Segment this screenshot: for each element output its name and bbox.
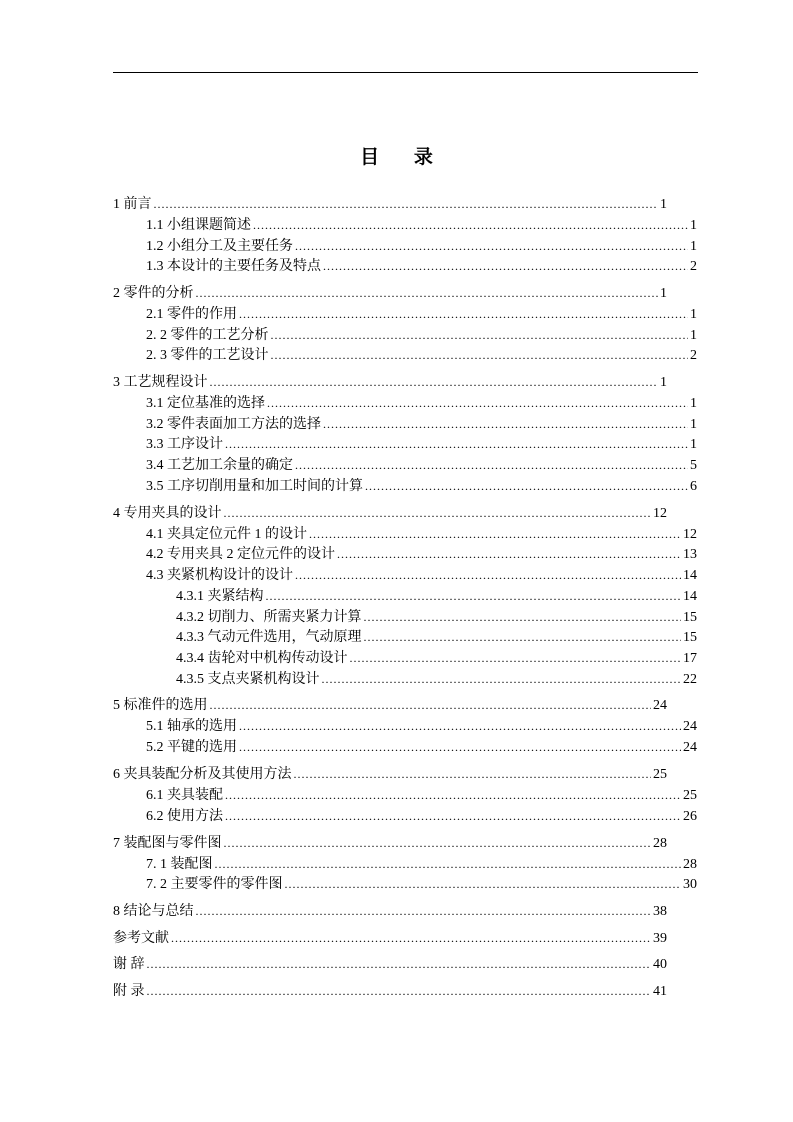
toc-entry[interactable] <box>146 345 697 365</box>
toc-entry-page-number: 2 <box>690 259 697 274</box>
toc-entry[interactable] <box>176 669 697 689</box>
toc-entry[interactable] <box>113 695 667 715</box>
toc-entry-label: 3.4 工艺加工余量的确定 <box>146 458 293 473</box>
toc-entry-page-number: 14 <box>683 568 697 583</box>
toc-entry[interactable] <box>176 607 697 627</box>
toc-entry-page-number: 1 <box>660 375 667 390</box>
dot-leader <box>295 455 688 475</box>
toc-entry[interactable] <box>176 627 697 647</box>
toc-entry[interactable] <box>176 586 697 606</box>
toc-entry[interactable] <box>146 716 697 736</box>
toc-entry-label: 4.3.3 气动元件选用，气动原理 <box>176 630 362 645</box>
toc-entry-page-number: 30 <box>683 877 697 892</box>
toc-entry[interactable] <box>113 194 667 214</box>
dot-leader <box>364 607 682 627</box>
toc-entry-page-number: 24 <box>683 719 697 734</box>
toc-entry[interactable] <box>113 928 667 948</box>
toc-entry[interactable] <box>113 503 667 523</box>
toc-entry-label: 1.2 小组分工及主要任务 <box>146 239 293 254</box>
dot-leader <box>239 716 681 736</box>
dot-leader <box>323 414 688 434</box>
toc-entry-page-number: 41 <box>653 984 667 999</box>
toc-entry-page-number: 28 <box>653 836 667 851</box>
toc-entry-label: 3.3 工序设计 <box>146 437 223 452</box>
toc-entry-label: 3.5 工序切削用量和加工时间的计算 <box>146 479 363 494</box>
toc-entry-label: 3.1 定位基准的选择 <box>146 396 265 411</box>
toc-entry[interactable] <box>146 414 697 434</box>
toc-entry-page-number: 1 <box>690 307 697 322</box>
toc-entry[interactable] <box>146 806 697 826</box>
dot-leader <box>196 901 652 921</box>
toc-entry[interactable] <box>146 476 697 496</box>
toc-entry[interactable] <box>146 524 697 544</box>
toc-entry-label: 5 标准件的选用 <box>113 698 208 713</box>
toc-entry-page-number: 15 <box>683 610 697 625</box>
toc-entry[interactable] <box>146 854 697 874</box>
toc-entry[interactable] <box>113 283 667 303</box>
dot-leader <box>364 627 682 647</box>
toc-entry-page-number: 26 <box>683 809 697 824</box>
toc-entry-page-number: 1 <box>690 218 697 233</box>
dot-leader <box>225 785 681 805</box>
toc-entry[interactable] <box>146 565 697 585</box>
toc-entry[interactable] <box>113 833 667 853</box>
toc-entry[interactable] <box>113 764 667 784</box>
toc-entry-label: 6 夹具装配分析及其使用方法 <box>113 767 292 782</box>
toc-entry-label: 5.1 轴承的选用 <box>146 719 237 734</box>
toc-entry-page-number: 28 <box>683 857 697 872</box>
toc-entry-label: 4.2 专用夹具 2 定位元件的设计 <box>146 547 335 562</box>
toc-entry-label: 7 装配图与零件图 <box>113 836 222 851</box>
toc-entry-label: 4.3.2 切削力、所需夹紧力计算 <box>176 610 362 625</box>
toc-entry[interactable] <box>146 544 697 564</box>
toc-entry-label: 4.3 夹紧机构设计的设计 <box>146 568 293 583</box>
dot-leader <box>322 669 682 689</box>
dot-leader <box>350 648 682 668</box>
dot-leader <box>271 325 689 345</box>
toc-entry[interactable] <box>113 901 667 921</box>
toc-entry-label: 7. 1 装配图 <box>146 857 213 872</box>
toc-entry-label: 2. 3 零件的工艺设计 <box>146 348 269 363</box>
toc-entry[interactable] <box>176 648 697 668</box>
toc-entry-page-number: 6 <box>690 479 697 494</box>
toc-entry[interactable] <box>113 981 667 1001</box>
toc-entry[interactable] <box>146 236 697 256</box>
toc-entry[interactable] <box>146 325 697 345</box>
toc-entry[interactable] <box>146 455 697 475</box>
dot-leader <box>266 586 682 606</box>
toc-entry-page-number: 2 <box>690 348 697 363</box>
dot-leader <box>224 503 652 523</box>
toc-entry[interactable] <box>146 215 697 235</box>
toc-entry-page-number: 22 <box>683 672 697 687</box>
dot-leader <box>337 544 681 564</box>
dot-leader <box>215 854 682 874</box>
toc-entry[interactable] <box>113 372 667 392</box>
toc-entry-page-number: 1 <box>690 328 697 343</box>
toc-entry-label: 1 前言 <box>113 197 152 212</box>
toc-entry[interactable] <box>146 393 697 413</box>
dot-leader <box>210 695 652 715</box>
toc-entry-page-number: 1 <box>660 286 667 301</box>
toc-entry-label: 参考文献 <box>113 931 169 946</box>
toc-entry-label: 2. 2 零件的工艺分析 <box>146 328 269 343</box>
header-rule <box>113 72 698 73</box>
dot-leader <box>239 304 688 324</box>
toc-entry-page-number: 1 <box>660 197 667 212</box>
dot-leader <box>171 928 651 948</box>
toc-entry-label: 1.3 本设计的主要任务及特点 <box>146 259 321 274</box>
dot-leader <box>285 874 682 894</box>
toc-entry-page-number: 12 <box>683 527 697 542</box>
toc-entry-page-number: 38 <box>653 904 667 919</box>
toc-entry-label: 5.2 平键的选用 <box>146 740 237 755</box>
dot-leader <box>253 215 688 235</box>
toc-entry-label: 4.3.1 夹紧结构 <box>176 589 264 604</box>
toc-entry-page-number: 1 <box>690 396 697 411</box>
toc-entry-label: 2.1 零件的作用 <box>146 307 237 322</box>
dot-leader <box>225 434 688 454</box>
dot-leader <box>210 372 659 392</box>
dot-leader <box>295 236 688 256</box>
toc-entry-page-number: 40 <box>653 957 667 972</box>
toc-entry-page-number: 12 <box>653 506 667 521</box>
toc-entry-label: 1.1 小组课题简述 <box>146 218 251 233</box>
dot-leader <box>294 764 652 784</box>
toc-entry-page-number: 25 <box>683 788 697 803</box>
toc-entry-page-number: 14 <box>683 589 697 604</box>
dot-leader <box>196 283 659 303</box>
toc-entry[interactable] <box>146 434 697 454</box>
toc-entry-page-number: 5 <box>690 458 697 473</box>
toc-entry-label: 2 零件的分析 <box>113 286 194 301</box>
toc-entry-page-number: 1 <box>690 437 697 452</box>
dot-leader <box>147 981 652 1001</box>
toc-entry[interactable] <box>146 785 697 805</box>
toc-entry-page-number: 1 <box>690 417 697 432</box>
toc-entry-page-number: 15 <box>683 630 697 645</box>
toc-entry-label: 3.2 零件表面加工方法的选择 <box>146 417 321 432</box>
toc-entry-label: 4.3.4 齿轮对中机构传动设计 <box>176 651 348 666</box>
toc-entry-label: 7. 2 主要零件的零件图 <box>146 877 283 892</box>
toc-entry-label: 8 结论与总结 <box>113 904 194 919</box>
toc-entry-label: 附 录 <box>113 984 145 999</box>
dot-leader <box>239 737 681 757</box>
dot-leader <box>224 833 652 853</box>
dot-leader <box>271 345 689 365</box>
toc-entry[interactable] <box>146 256 697 276</box>
toc-entry-label: 4.3.5 支点夹紧机构设计 <box>176 672 320 687</box>
dot-leader <box>323 256 688 276</box>
dot-leader <box>154 194 659 214</box>
dot-leader <box>295 565 681 585</box>
dot-leader <box>309 524 681 544</box>
toc-entry-label: 4 专用夹具的设计 <box>113 506 222 521</box>
toc-entry-label: 4.1 夹具定位元件 1 的设计 <box>146 527 307 542</box>
toc-entry-label: 3 工艺规程设计 <box>113 375 208 390</box>
toc-entry[interactable] <box>146 874 697 894</box>
toc-entry-label: 谢 辞 <box>113 957 145 972</box>
page-title: 目 录 <box>360 147 448 168</box>
dot-leader <box>365 476 688 496</box>
toc-entry[interactable] <box>146 304 697 324</box>
dot-leader <box>225 806 681 826</box>
dot-leader <box>267 393 688 413</box>
toc-entry-page-number: 39 <box>653 931 667 946</box>
toc-entry-page-number: 1 <box>690 239 697 254</box>
toc-entry-page-number: 24 <box>683 740 697 755</box>
toc-entry-page-number: 25 <box>653 767 667 782</box>
dot-leader <box>147 954 652 974</box>
toc-entry-label: 6.2 使用方法 <box>146 809 223 824</box>
toc-entry-label: 6.1 夹具装配 <box>146 788 223 803</box>
toc-entry-page-number: 13 <box>683 547 697 562</box>
toc-entry[interactable] <box>146 737 697 757</box>
toc-entry[interactable] <box>113 954 667 974</box>
toc-entry-page-number: 17 <box>683 651 697 666</box>
toc-entry-page-number: 24 <box>653 698 667 713</box>
